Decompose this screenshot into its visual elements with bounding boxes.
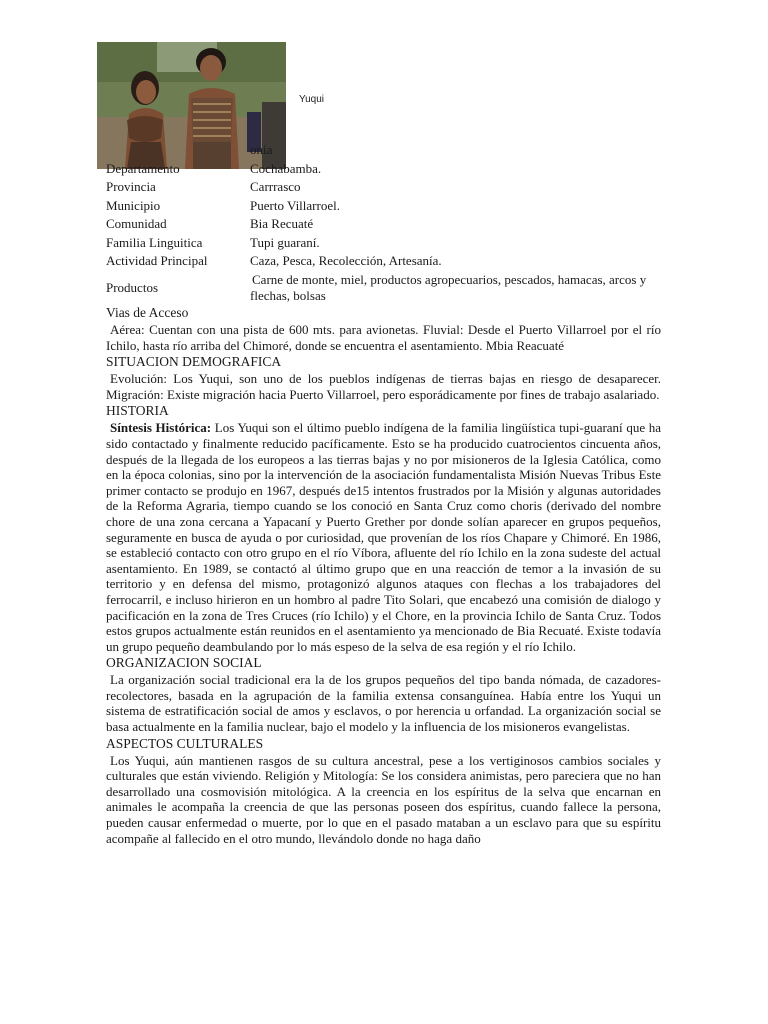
info-value: Cochabamba. bbox=[250, 160, 322, 176]
section-heading-organizacion: ORGANIZACION SOCIAL bbox=[106, 655, 262, 671]
vias-paragraph: Aérea: Cuentan con una pista de 600 mts. para avionetas. Fluvial: Desde el Puerto Villarroel por el río Ichilo, hasta río arriba del Chimoré, donde se encuentra el asentamiento. Mbia Reacuaté bbox=[106, 322, 661, 353]
historia-paragraph bbox=[106, 420, 661, 654]
info-value: Puerto Villarroel. bbox=[250, 197, 340, 213]
info-row bbox=[106, 272, 666, 304]
info-value: Tupi guaraní. bbox=[250, 234, 320, 250]
organizacion-paragraph: La organización social tradicional era la de los grupos pequeños del tipo banda nómada, de cazadores-recolectores, basada en la agrupación de la familia extensa consanguínea. Había entre los Yuqui un sistema de estratificación social de amos y esclavos, o por herencia u orfandad. La organización social se basa actualmente en la familia nuclear, bajo el modelo y la influencia de los misioneros evangelistas. bbox=[106, 672, 661, 735]
section-heading-historia: HISTORIA bbox=[106, 403, 169, 419]
info-value: Carne de monte, miel, productos agropecuarios, pescados, hamacas, arcos y flechas, bolsas bbox=[250, 271, 647, 303]
info-row bbox=[106, 142, 666, 161]
info-label: Provincia bbox=[106, 179, 156, 194]
info-row bbox=[106, 198, 666, 217]
info-value: Bia Recuaté bbox=[250, 216, 314, 231]
info-label: Comunidad bbox=[106, 216, 167, 231]
info-row bbox=[106, 235, 666, 254]
info-row bbox=[106, 161, 666, 180]
section-heading-demografica: SITUACION DEMOGRAFICA bbox=[106, 354, 282, 370]
info-table bbox=[106, 142, 666, 304]
info-row bbox=[106, 253, 666, 272]
info-label: Familia Linguitica bbox=[106, 234, 203, 250]
info-label: Actividad Principal bbox=[106, 253, 208, 268]
demografica-paragraph: Evolución: Los Yuqui, son uno de los pueblos indígenas de tierras bajas en riesgo de desaparecer. Migración: Existe migración hacia Puerto Villarroel, pero esporádicamente por fines de trabajo asalariado. bbox=[106, 371, 661, 402]
info-value: Caza, Pesca, Recolección, Artesanía. bbox=[250, 253, 442, 268]
info-value: Carrrasco bbox=[250, 179, 301, 194]
section-heading-culturales: ASPECTOS CULTURALES bbox=[106, 735, 264, 751]
info-row bbox=[106, 216, 666, 235]
culturales-paragraph: Los Yuqui, aún mantienen rasgos de su cultura ancestral, pese a los vertiginosos cambios sociales y culturales que están viviendo. Religión y Mitología: Se los considera animistas, pero pareciera que no han desarrollado una cosmovisión mitológica. A la creencia en los espíritus de la selva que encarnan en animales le acompaña la creencia de que las personas poseen dos espíritus, cuando fallece la persona, pueden causar enfermedad o muerte, por lo que en el pasado mataban a un esclavo para que su espíritu acompañe al fallecido en el otro mundo, llevándolo donde no haga daño bbox=[106, 752, 661, 846]
photo-caption: Yuqui bbox=[299, 94, 325, 105]
section-heading-vias: Vias de Acceso bbox=[106, 305, 189, 320]
info-value: onia bbox=[250, 142, 273, 157]
info-row bbox=[106, 179, 666, 198]
info-label: Municipio bbox=[106, 197, 161, 213]
historia-label: Síntesis Histórica: bbox=[110, 420, 212, 436]
info-label: Productos bbox=[106, 279, 158, 295]
historia-text: Los Yuqui son el último pueblo indígena de la familia lingüística tupi-guaraní que ha sido contactado y finalmente reducido pacíficamente. Esto se ha producido cuatrocientos cincuenta años, después de la llegada de los europeos a las tierras bajas y no por misioneros de la Iglesia Católica, como en la época colonias, sino por la intervención de la asociación fundamentalista Misión Nuevas Tribus Este primer contacto se produjo en 1967, después de15 intentos frustrados por la Misión y algunas autoridades de la Reforma Agraria, tiempo cuando se los conoció en Santa Cruz como choris (derivado del nombre chore de una zona cercana a Yapacaní y Puerto Grether por donde solían aparecer en grupos pequeños, seguramente en busca de ayuda o por curiosidad, que provenían de los ríos Chapare y Chimoré. En 1986, se estableció contacto con otro grupo en el río Víbora, afluente del río Ichilo en la zona sudeste del actual asentamiento. En 1989, se contactó al último grupo que en una reacción de temor a la invasión de su territorio y en defensa del mismo, protagonizó algunos ataques con flechas a los trabajadores del ferrocarril, e incluso hirieron en un hombro al padre Tito Solari, que encabezó una comisión de dialogo y pacificación en la zona de Tres Cruces (río Ichilo) y el Chore, en la provincia Ichilo de Santa Cruz. Todos estos grupos actualmente están reunidos en el asentamiento ya mencionado de Bia Recuaté. Existe todavía un grupo pequeño deambulando por lo más espeso de la selva de esa región y el río Ichilo. bbox=[106, 420, 662, 654]
document-body bbox=[106, 304, 661, 846]
info-label: Departamento bbox=[106, 160, 180, 176]
